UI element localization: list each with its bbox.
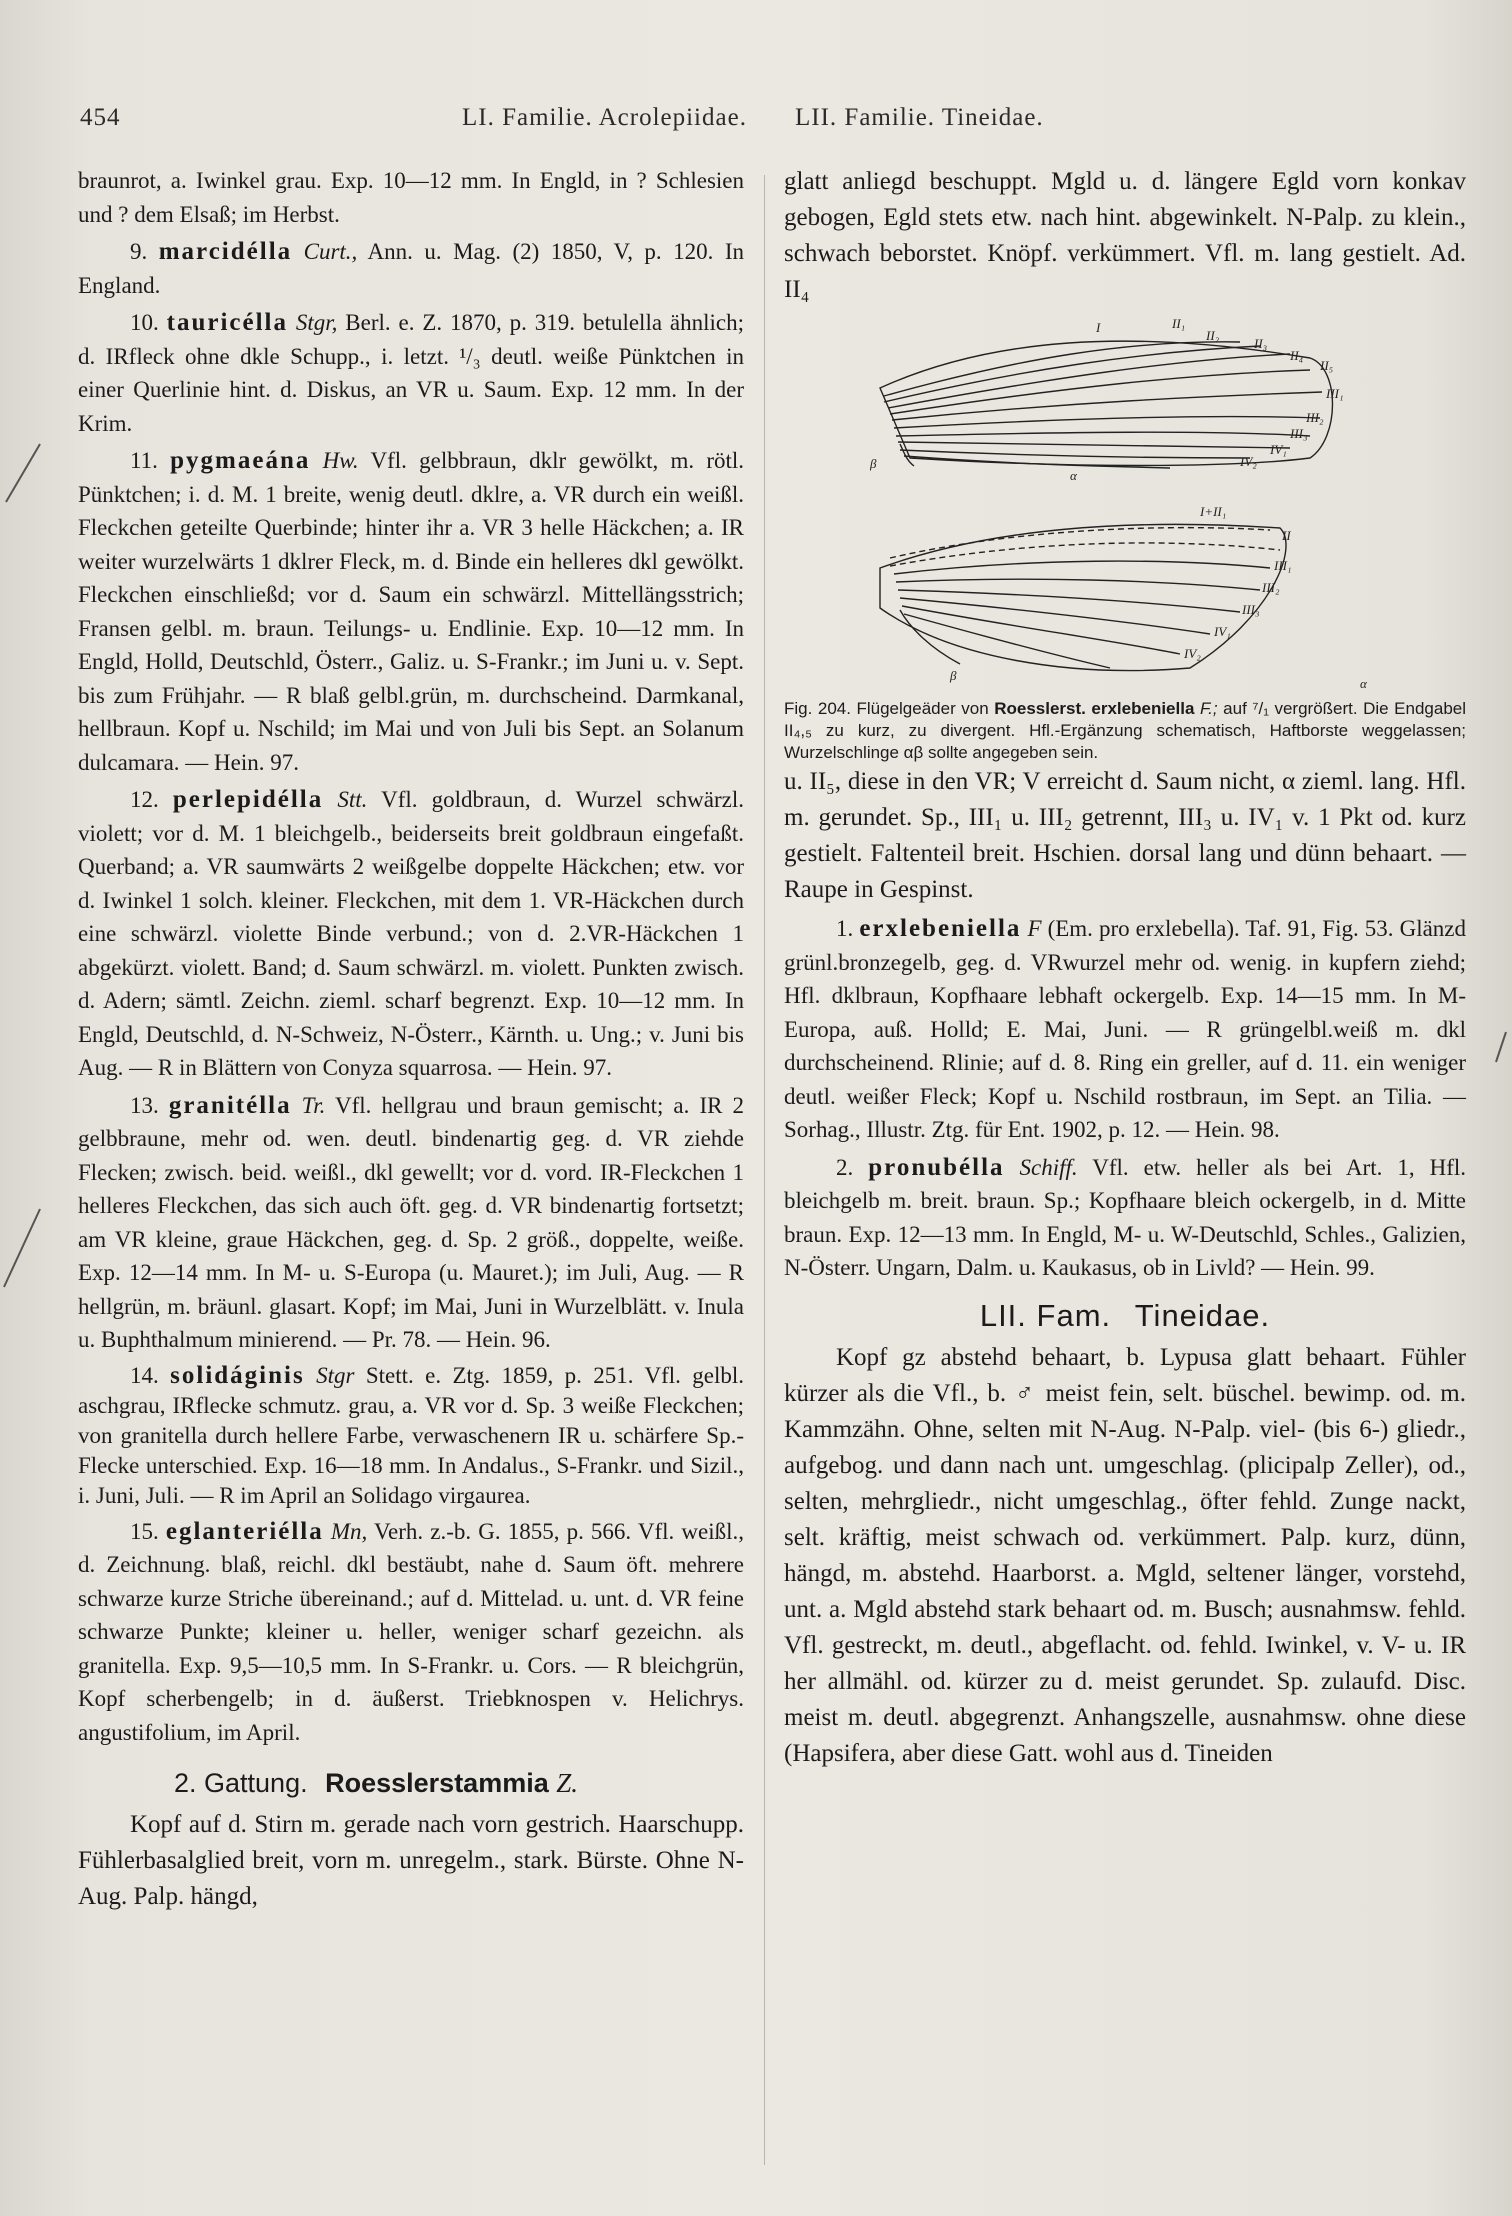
vein-label: III₁ (1326, 386, 1344, 401)
species-author: Schiff. (1019, 1154, 1078, 1180)
species-entry-2: 2. pronubélla Schiff. Vfl. etw. heller als bei Art. 1, Hfl. bleichgelb m. breit. braun. Sp.; Kopfhaare bleich ockergelb, in d. Mitte braun. Exp. 12—13 mm. In Engld, M- u. W-Deutschld, Schles., Galizien, N-Österr. Ungarn, Dalm. u. Kaukasus, ob in Livld? — Hein. 99. (784, 1153, 1467, 1280)
pencil-mark (0, 1205, 44, 1295)
vein-label: II₃ (1254, 336, 1268, 351)
left-column (78, 164, 744, 1915)
hindwing-veins (880, 524, 1286, 670)
genus-description: Kopf auf d. Stirn m. gerade nach vorn gestrich. Haarschupp. Fühlerbasalglied breit, vorn m. unregelm., stark. Bürste. Ohne N-Aug. Palp. hängd, (78, 1810, 744, 1910)
vein-label: III₂ (1262, 580, 1280, 595)
pencil-mark (1490, 1028, 1510, 1068)
genus-name: Roesslerstammia (325, 1768, 549, 1798)
species-name: solidáginis (170, 1361, 305, 1389)
pencil-mark (0, 440, 44, 510)
wing-venation-figure (870, 318, 1390, 698)
species-author: Stgr (316, 1362, 355, 1388)
species-entry-10: 10. tauricélla Stgr, Berl. e. Z. 1870, p. 319. betulella ähnlich; d. IRfleck ohne dkle Schupp., i. letzt. ¹/₃ deutl. weiße Pünktchen in einer Querlinie hint. d. Diskus, an VR u. Saum. Exp. 12 mm. In der Krim. (78, 309, 744, 436)
figure-caption: Fig. 204. Flügelgeäder von Roesslerst. erxlebeniella F.; auf ⁷/₁ vergrößert. Die Endgabel II₄,₅ zu kurz, zu divergent. Hfl.-Ergänzung schematisch, Haftborste weggelassen; Wurzelschlinge αβ sollte angegeben sein. (784, 699, 1467, 762)
genus-heading: 2. Gattung. Roesslerstammia Z. (174, 1768, 579, 1798)
vein-label: II₅ (1320, 358, 1334, 373)
running-title-right: LII. Familie. Tineidae. (795, 104, 1044, 131)
paragraph: glatt anliegd beschuppt. Mgld u. d. längere Egld vorn konkav gebogen, Egld stets etw. nach hint. abgewinkelt. N-Palp. zu klein., schwach beborstet. Knöpf. verkümmert. Vfl. m. lang gestielt. Ad. II₄ (784, 168, 1466, 303)
species-entry-15: 15. eglanteriélla Mn, Verh. z.-b. G. 1855, p. 566. Vfl. weißl., d. Zeichnung. blaß, reichl. dkl bestäubt, nahe d. Saum öft. mehrere schwarze kurze Striche übereinand.; auf d. Mittelad. u. unt. d. VR feine schwarze Punkte; kleiner u. heller, weniger scharf gezeichn. als granitella. Exp. 9,5—10,5 mm. In S-Frankr. u. Cors. — R bleichgrün, Kopf scherbengelb; in d. äußerst. Triebknospen v. Helichrys. angustifolium, im April. (78, 1517, 744, 1745)
species-entry-1: 1. erxlebeniella F (Em. pro erxlebella). Taf. 91, Fig. 53. Glänzd grünl.bronzegelb, geg. d. VRwurzel mehr od. wenig. in kupfern ziehd; Hfl. dklbraun, Kopfhaare lebhaft ockergelb. Exp. 14—15 mm. In M-Europa, auß. Holld; E. Mai, Juni. — R grüngelbl.weiß m. dkl durchscheinend. Rlinie; auf d. 8. Ring ein greller, auf d. 11. ein weniger deutl. weißer Fleck; Kopf u. Nschild rostbraun, im Sept. an Tilia. — Sorhag., Illustr. Ztg. für Ent. 1902, p. 12. — Hein. 98. (784, 915, 1467, 1142)
family-heading: LII. Fam. Tineidae. (979, 1297, 1271, 1333)
vein-label: III₃ (1242, 602, 1260, 617)
vein-label: α (1360, 676, 1367, 691)
species-entry-11: 11. pygmaeána Hw. Vfl. gelbbraun, dklr gewölkt, m. rötl. Pünktchen; i. d. M. 1 breite, wenig deutl. dklre, a. VR durch ein weißl. Fleckchen geteilte Querbinde; hinter ihr a. VR 3 helle Häckchen; a. IR weiter wurzelwärts 1 dklrer Fleck, m. d. Binde ein helleres dkl gewölkt. Fleckchen einschließd; vor d. Saum ein schwärzl. Mittellängsstrich; Fransen gelbl. m. braun. Teilungs- u. Endlinie. Exp. 10—12 mm. In Engld, Holld, Deutschld, Österr., Galiz. u. S-Frankr.; im Juni u. v. Sept. bis zum Frühjahr. — R blaß gelbl.grün, m. durchscheind. Darmkanal, hellbraun. Kopf u. Nschild; im Mai und von Juli bis Sept. an Solanum dulcamara. — Hein. 97. (78, 447, 745, 775)
vein-label: III₃ (1290, 426, 1308, 441)
species-author: Hw. (322, 448, 359, 473)
species-name: marcidélla (158, 238, 293, 265)
page-number: 454 (80, 104, 121, 131)
paragraph: u. II₅, diese in den VR; V erreicht d. Saum nicht, α zieml. lang. Hfl. m. gerundet. Sp., III₁ u. III₂ getrennt, III₃ u. IV₁ v. 1 Pkt od. kurz gestielt. Faltenteil breit. Hschien. dorsal lang und dünn behaart. — Raupe in Gespinst. (784, 768, 1466, 903)
vein-label: I (1096, 320, 1101, 335)
vein-label: β (870, 456, 877, 471)
vein-label: IV₁ (1270, 442, 1287, 457)
species-name: perlepidélla (172, 786, 324, 813)
species-author: Stgr, (295, 310, 338, 335)
species-name: erxlebeniella (859, 915, 1022, 942)
genus-author: Z. (556, 1768, 579, 1798)
species-entry-13: 13. granitélla Tr. Vfl. hellgrau und braun gemischt; a. IR 2 gelbbraune, mehr od. wen. deutl. bindenartig geg. d. VR ziehde Flecken; zwisch. beid. weißl., dkl gewellt; vor d. vord. IR-Fleckchen 1 helleres Fleckchen, das sich auch öft. geg. d. VR bindenartig fortsetzt; am VR kleine, graue Häckchen, geg. d. Sp. 2 größ., doppelte, weiße. Exp. 12—14 mm. In M- u. S-Europa (u. Mauret.); im Juli, Aug. — R hellgrün, m. bräunl. glasart. Kopf; im Mai, Juni in Wurzelblätt. v. Inula u. Buphthalmum minierend. — Pr. 78. — Hein. 96. (78, 1091, 745, 1352)
species-author: Mn, (330, 1518, 368, 1544)
species-author: Curt., (303, 239, 358, 264)
species-author: Tr. (301, 1092, 326, 1118)
species-name: tauricélla (166, 309, 288, 336)
right-column (784, 164, 1466, 1772)
species-name: granitélla (168, 1091, 292, 1119)
column-divider (764, 175, 765, 2165)
vein-label: I+II₁ (1200, 504, 1227, 519)
vein-label: IV₂ (1184, 646, 1201, 661)
species-entry-9: 9. marcidélla Curt., Ann. u. Mag. (2) 1850, V, p. 120. In England. (78, 238, 745, 298)
vein-label: II (1282, 528, 1291, 543)
species-author: Stt. (337, 787, 368, 812)
species-name: pronubélla (868, 1153, 1005, 1181)
vein-label: β (950, 668, 957, 683)
vein-label: II₁ (1172, 318, 1186, 331)
species-name: pygmaeána (170, 447, 311, 474)
species-name: eglanteriélla (165, 1517, 324, 1545)
vein-label: α (1070, 468, 1077, 483)
vein-label: II₂ (1206, 328, 1220, 343)
species-author: F (1027, 916, 1042, 941)
vein-labels (870, 318, 1368, 691)
family-name: Tineidae. (1134, 1297, 1271, 1333)
vein-label: IV₁ (1214, 624, 1231, 639)
vein-label: III₁ (1274, 558, 1292, 573)
vein-label: IV₂ (1240, 454, 1257, 469)
species-entry-12: 12. perlepidélla Stt. Vfl. goldbraun, d. Wurzel schwärzl. violett; vor d. M. 1 bleichgelb., beiderseits breit goldbraun eingefaßt. Querband; a. VR saumwärts 2 weißgelbe doppelte Häckchen; etw. vor d. Iwinkel 1 solch. kleiner. Fleckchen, mit dem 1. VR-Häckchen durch eine schwärzl. violette Binde verbund.; von d. 2.VR-Häckchen 1 abgekürzt. violett. Band; d. Saum schwärzl. m. violett. Punkten zwisch. d. Adern; sämtl. Zeichn. zieml. scharf begrenzt. Exp. 10—12 mm. In Engld, Deutschld, d. N-Schweiz, N-Österr., Kärnth. u. Ung.; v. Juni bis Aug. — R in Blättern von Conyza squarrosa. — Hein. 97. (78, 786, 745, 1080)
vein-label: II₄ (1290, 348, 1304, 363)
vein-label: III₂ (1306, 410, 1324, 425)
forewing-veins (880, 341, 1333, 468)
running-title-left: LI. Familie. Acrolepiidae. (462, 104, 747, 131)
family-description: Kopf gz abstehd behaart, b. Lypusa glatt behaart. Fühler kürzer als die Vfl., b. ♂ meist fein, selt. büschel. bewimp. od. m. Kammzähn. Ohne, selten mit N-Aug. N-Palp. viel- (bis 6-) gliedr., aufgebog. und dann nach unt. umgeschlag. (plicipalp Zeller), od., selten, mehrgliedr., nicht umgeschlag., öfter fehld. Zunge nackt, selt. kräftig, meist schwach od. verkümmert. Palp. kurz, dünn, hängd, m. abstehd. Haarborst. a. Mgld, seltener länger, vorstehd, unt. a. Mgld abstehd stark behaart od. m. Busch; ausnahmsw. fehld. Vfl. gestreckt, m. deutl., abgeflacht. od. fehld. Iwinkel, v. V- u. IR her allmähl. od. kürzer zu d. meist gerundet. Sp. zulaufd. Disc. meist m. deutl. abgegrenzt. Anhangszelle, ausnahmsw. ohne diese (Hapsifera, aber diese Gatt. wohl aus d. Tineiden (784, 1344, 1466, 1767)
species-entry-14: 14. solidáginis Stgr Stett. e. Ztg. 1859, p. 251. Vfl. gelbl. aschgrau, IRflecke schmutz. grau, a. VR vor d. Sp. 3 weiße Fleckchen; von granitella durch hellere Farbe, verwaschenern IR u. schärfere Sp.-Flecke unterschied. Exp. 16—18 mm. In Andalus., S-Frankr. und Sizil., i. Juni, Juli. — R im April an Solidago virgaurea. (78, 1361, 745, 1508)
paragraph: braunrot, a. Iwinkel grau. Exp. 10—12 mm. In Engld, in ? Schlesien und ? dem Elsaß; im Herbst. (78, 168, 744, 227)
